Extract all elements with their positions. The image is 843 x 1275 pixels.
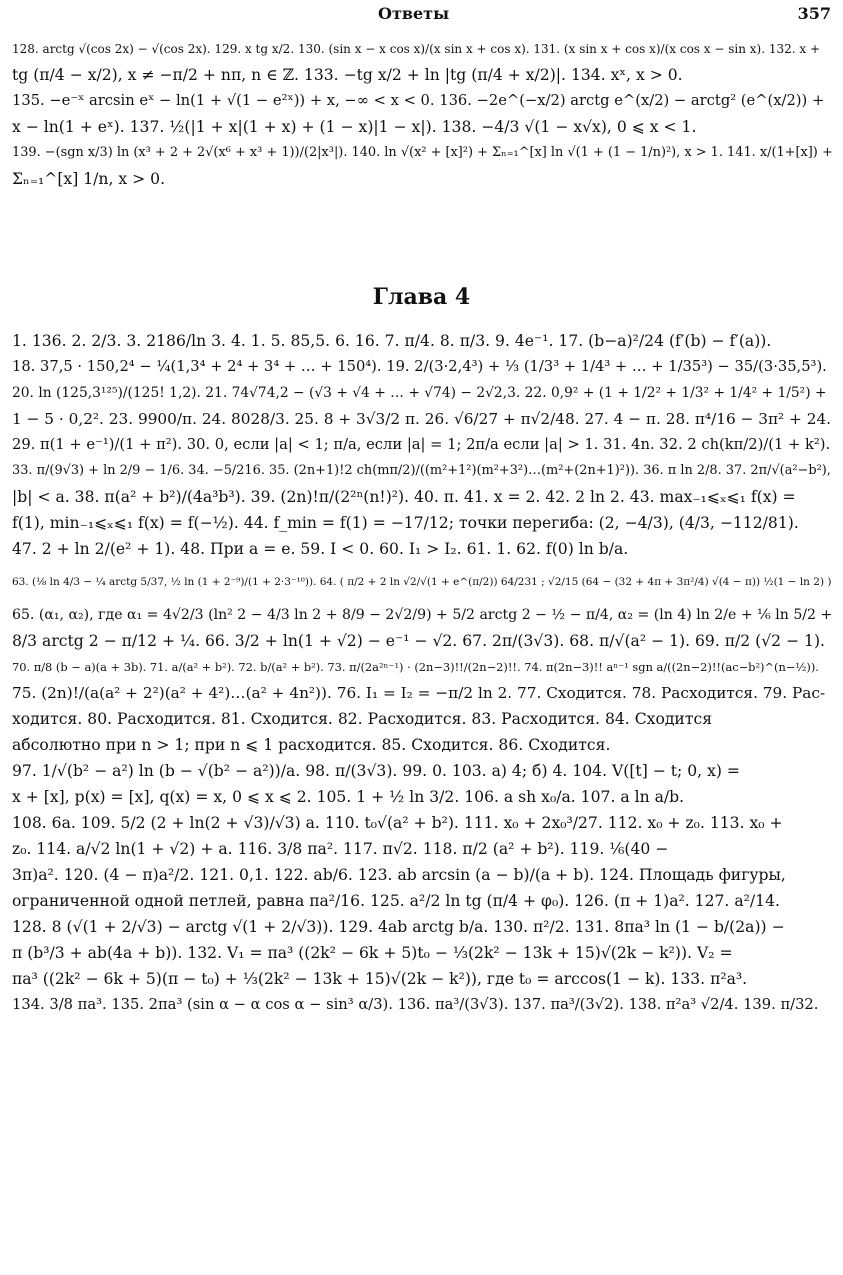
answer-line: 33. π/(9√3) + ln 2/9 − 1/6. 34. −5/216. 35. (2n+1)!2 ch(mπ/2)/((m²+1²)(m²+3²)…(m²+(2n+1)²)). 36. π ln 2/8. 37. 2π/√(a²−b²), — [12, 463, 831, 478]
chapter-heading: Глава 4 — [372, 284, 471, 310]
answer-line: 1 − 5 · 0,2². 23. 9900/π. 24. 8028/3. 25. 8 + 3√3/2 π. 26. √6/27 + π√2/48. 27. 4 − π. 28. π⁴/16 − 3π² + 24. — [12, 410, 832, 428]
answer-line: 139. −(sgn x/3) ln (x³ + 2 + 2√(x⁶ + x³ + 1))/(2|x³|). 140. ln √(x² + [x]²) + Σₙ₌₁^[x] ln √(1 + (1 − 1/n)²), x > 1. 141. x/(1+[x]) + — [12, 145, 833, 160]
answer-line: x + [x], p(x) = [x], q(x) = x, 0 ⩽ x ⩽ 2. 105. 1 + ½ ln 3/2. 106. a sh x₀/a. 107. a ln a/b. — [12, 788, 685, 806]
answers-previous-chapter — [12, 36, 834, 192]
answer-line: абсолютно при n > 1; при n ⩽ 1 расходится. 85. Сходится. 86. Сходится. — [12, 736, 611, 754]
answer-line: f(1), min₋₁⩽ₓ⩽₁ f(x) = f(−½). 44. f_min = f(1) = −17/12; точки перегиба: (2, −4/3), (4/3, −112/81). — [12, 514, 799, 532]
answer-line: 134. 3/8 πa³. 135. 2πa³ (sin α − α cos α − sin³ α/3). 136. πa³/(3√3). 137. πa³/(3√2). 138. π²a³ √2/4. 139. π/32. — [12, 996, 819, 1013]
answer-line: 128. arctg √(cos 2x) − √(cos 2x). 129. x tg x/2. 130. (sin x − x cos x)/(x sin x + cos x). 131. (x sin x + cos x)/(x cos x − sin x). 132. x + — [12, 42, 821, 56]
answer-line: 3π)a². 120. (4 − π)a²/2. 121. 0,1. 122. ab/6. 123. ab arcsin (a − b)/(a + b). 124. Площадь фигуры, — [12, 866, 786, 884]
answer-line: 63. (⅛ ln 4/3 − ¼ arctg 5/37, ½ ln (1 + 2⁻⁹)/(1 + 2·3⁻¹⁰)). 64. ( π/2 + 2 ln √2/√(1 + e^(π/2)) 64/231 ; √2/15 (64 − (32 + 4π + 3π²/4) √(4 − π)) ½(1 − ln 2) ) — [12, 576, 832, 588]
answer-line: 1. 136. 2. 2/3. 3. 2186/ln 3. 4. 1. 5. 85,5. 6. 16. 7. π/4. 8. π/3. 9. 4e⁻¹. 17. (b−a)²/24 (f′(b) − f′(a)). — [12, 332, 772, 350]
answer-line: x − ln(1 + eˣ). 137. ½(|1 + x|(1 + x) + (1 − x)|1 − x|). 138. −4/3 √(1 − x√x), 0 ⩽ x < 1. — [12, 118, 697, 136]
answer-line: tg (π/4 − x/2), x ≠ −π/2 + nπ, n ∈ ℤ. 133. −tg x/2 + ln |tg (π/4 + x/2)|. 134. xˣ, x > 0. — [12, 66, 683, 84]
answer-line: πa³ ((2k² − 6k + 5)(π − t₀) + ⅓(2k² − 13k + 15)√(2k − k²)), где t₀ = arccos(1 − k). 133. π²a³. — [12, 970, 748, 988]
running-title: Ответы — [378, 4, 450, 23]
answer-line: |b| < a. 38. π(a² + b²)/(4a³b³). 39. (2n)!π/(2²ⁿ(n!)²). 40. π. 41. x = 2. 42. 2 ln 2. 43. max₋₁⩽ₓ⩽₁ f(x) = — [12, 488, 796, 506]
answer-line: 75. (2n)!/(a(a² + 2²)(a² + 4²)…(a² + 4n²)). 76. I₁ = I₂ = −π/2 ln 2. 77. Сходится. 78. Расходится. 79. Рас- — [12, 684, 826, 702]
answer-line: z₀. 114. a/√2 ln(1 + √2) + a. 116. 3/8 πa². 117. π√2. 118. π/2 (a² + b²). 119. ⅙(40 − — [12, 840, 669, 858]
answer-line: 65. (α₁, α₂), где α₁ = 4√2/3 (ln² 2 − 4/3 ln 2 + 8/9 − 2√2/9) + 5/2 arctg 2 − ½ − π/4, α₂ = (ln 4) ln 2/e + ⅙ ln 5/2 + — [12, 607, 833, 623]
page-number: 357 — [797, 4, 831, 23]
answer-line: 8/3 arctg 2 − π/12 + ¼. 66. 3/2 + ln(1 + √2) − e⁻¹ − √2. 67. 2π/(3√3). 68. π/√(a² − 1). 69. π/2 (√2 − 1). — [12, 632, 826, 650]
answer-line: 70. π/8 (b − a)(a + 3b). 71. a/(a² + b²). 72. b/(a² + b²). 73. π/(2a²ⁿ⁻¹) · (2n−3)!!/(2n−2)!!. 74. π(2n−3)!! aⁿ⁻¹ sgn a/((2n−2)!!(ac−b²)^(n−½)). — [12, 660, 819, 674]
answer-line: 18. 37,5 · 150,2⁴ − ¼(1,3⁴ + 2⁴ + 3⁴ + … + 150⁴). 19. 2/(3·2,4³) + ⅓ (1/3³ + 1/4³ + … + 1/35³) − 35/(3·35,5³). — [12, 358, 827, 375]
answer-line: π (b³/3 + ab(4a + b)). 132. V₁ = πa³ ((2k² − 6k + 5)t₀ − ⅓(2k² − 13k + 15)√(2k − k²)). V₂ = — [12, 944, 733, 962]
answer-line: 135. −e⁻ˣ arcsin eˣ − ln(1 + √(1 − e²ˣ)) + x, −∞ < x < 0. 136. −2e^(−x/2) arctg e^(x/2) − arctg² (e^(x/2)) + — [12, 92, 825, 109]
answer-line: 20. ln (125,3¹²⁵)/(125! 1,2). 21. 74√74,2 − (√3 + √4 + … + √74) − 2√2,3. 22. 0,9² + (1 + 1/2² + 1/3² + 1/4² + 1/5²) + — [12, 385, 827, 401]
answer-line: 97. 1/√(b² − a²) ln (b − √(b² − a²))/a. 98. π/(3√3). 99. 0. 103. а) 4; б) 4. 104. V([t] − t; 0, x) = — [12, 762, 740, 780]
answer-line: 128. 8 (√(1 + 2/√3) − arctg √(1 + 2/√3)). 129. 4ab arctg b/a. 130. π²/2. 131. 8πa³ ln (1 − b/(2a)) − — [12, 918, 785, 936]
answer-line: 108. 6a. 109. 5/2 (2 + ln(2 + √3)/√3) a. 110. t₀√(a² + b²). 111. x₀ + 2x₀³/27. 112. x₀ + z₀. 113. x₀ + — [12, 814, 783, 832]
answer-line: 29. π(1 + e⁻¹)/(1 + π²). 30. 0, если |a| < 1; π/a, если |a| = 1; 2π/a если |a| > 1. 31. 4n. 32. 2 ch(kπ/2)/(1 + k²). — [12, 436, 831, 453]
answers-chapter-4 — [12, 328, 834, 1018]
page-header — [0, 4, 843, 26]
answer-line: ходится. 80. Расходится. 81. Сходится. 82. Расходится. 83. Расходится. 84. Сходится — [12, 710, 713, 728]
answer-line: ограниченной одной петлей, равна πa²/16. 125. a²/2 ln tg (π/4 + φ₀). 126. (π + 1)a². 127. a²/14. — [12, 892, 780, 910]
answer-line: Σₙ₌₁^[x] 1/n, x > 0. — [12, 170, 166, 188]
answer-line: 47. 2 + ln 2/(e² + 1). 48. При a = e. 59. I < 0. 60. I₁ > I₂. 61. 1. 62. f(0) ln b/a. — [12, 540, 629, 558]
